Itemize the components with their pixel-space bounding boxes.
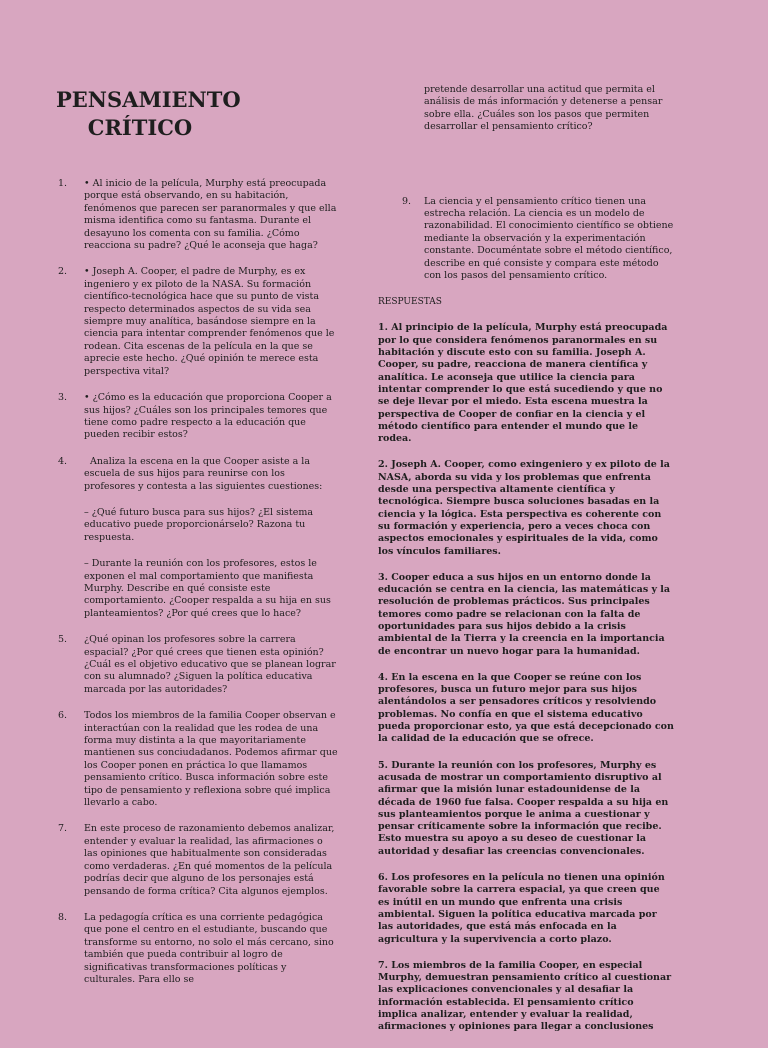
answers-heading: RESPUESTAS — [378, 297, 442, 308]
question-2 — [58, 266, 338, 378]
answer-3: 3. Cooper educa a sus hijos en un entorno donde la educación se centra en la ciencia, las matemáticas y la resolución de problemas prácticos. Sus principales temores como padre se relacionan con la falta de oportunidades para sus hijos debido a la crisis ambiental de la Tierra y la creencia en la importancia de encontrar un nuevo hogar para la humanidad. — [378, 571, 671, 657]
question-number: 3. — [58, 392, 68, 404]
answer-5: 5. Durante la reunión con los profesores, Murphy es acusada de mostrar un comportamiento disruptivo al afirmar que la misión lunar estadounidense de la década de 1960 fue falsa. Cooper respalda a su hija en sus planteamientos porque le anima a cuestionar y pensar críticamente sobre la información que recibe. Esto muestra su apoyo a su deseo de cuestionar la autoridad y desafiar las creencias convencionales. — [378, 759, 669, 857]
answer-4: 4. En la escena en la que Cooper se reúne con los profesores, busca un futuro mejor para sus hijos alentándolos a ser pensadores críticos y resolviendo problemas. No confía en que el sistema educativo pueda proporcionar esto, ya que está decepcionado con la calidad de la educación que se ofrece. — [378, 671, 674, 745]
question-5 — [58, 634, 338, 696]
answer-2: 2. Joseph A. Cooper, como exingeniero y ex piloto de la NASA, aborda su vida y los problemas que enfrenta desde una perspectiva altamente científica y tecnológica. Siempre busca soluciones basadas en la ciencia y la lógica. Esta perspectiva es coherente con su formación y experiencia, pero a veces choca con aspectos emocionales y espirituales de la vida, como los vínculos familiares. — [378, 459, 670, 557]
answer-6: 6. Los profesores en la película no tienen una opinión favorable sobre la carrera espacial, ya que creen que es inútil en un mundo que enfrenta una crisis ambiental. Siguen la política educativa marcada por las autoridades, que está más enfocada en la agricultura y la supervivencia a corto plazo. — [378, 872, 665, 945]
question-6 — [58, 710, 338, 809]
answer-1: 1. Al principio de la película, Murphy está preocupada por lo que considera fenómenos paranormales en su habitación y discute esto con su familia. Joseph A. Cooper, su padre, reacciona de manera científica y analítica. Le aconseja que utilice la ciencia para intentar comprender lo que está sucediendo y que no se deje llevar por el miedo. Esta escena muestra la perspectiva de Cooper de confiar en la ciencia y el método científico para entender el mundo que le rodea. — [378, 322, 668, 445]
question-8 — [58, 912, 338, 986]
question-text: • Al inicio de la película, Murphy está preocupada porque está observando, en su habitación, fenómenos que parecen ser paranormales y que ella misma identifica como su fantasma. Durante el desayuno los comenta con su familia. ¿Cómo reacciona su padre? ¿Qué le aconseja que haga? — [84, 178, 337, 252]
question-text: • Joseph A. Cooper, el padre de Murphy, es ex ingeniero y ex piloto de la NASA. Su formación científico-tecnológica hace que su punto de vista respecto determinados aspectos de su vida sea siempre muy analítica, basándose siempre en la ciencia para intentar comprender fenómenos que le rodean. Cita escenas de la película en la que se aprecie este hecho. ¿Qué opinión te merece esta perspectiva vital? — [84, 266, 335, 377]
question-text: La ciencia y el pensamiento crítico tienen una estrecha relación. La ciencia es un modelo de razonabilidad. El conocimiento científico se obtiene mediante la observación y la experimentación constante. Documéntate sobre el método científico, describe en qué consiste y compara este método con los pasos del pensamiento crítico. — [424, 195, 674, 282]
question-1 — [58, 178, 338, 252]
question-number: 7. — [58, 823, 68, 835]
question-number: 8. — [58, 911, 68, 923]
question-3 — [58, 392, 338, 442]
question-text: ¿Qué opinan los profesores sobre la carrera espacial? ¿Por qué crees que tienen esta opinión? ¿Cuál es el objetivo educativo que se planean lograr con su alumnado? ¿Siguen la política educativa marcada por las autoridades? — [84, 634, 336, 695]
question-7 — [58, 823, 338, 897]
question-8-continued: pretende desarrollar una actitud que permita el análisis de más información y detenerse a pensar sobre ella. ¿Cuáles son los pasos que permiten desarrollar el pensamiento crítico? — [424, 84, 663, 133]
question-text: Analiza la escena en la que Cooper asiste a la escuela de sus hijos para reunirse con los profesores y contesta a las siguientes cuestiones: — [84, 455, 323, 492]
title-line-1: PENSAMIENTO — [56, 87, 241, 112]
question-text: Todos los miembros de la familia Cooper observan e interactúan con la realidad que les rodea de una forma muy distinta a la que mayoritariamente mantienen sus conciudadanos. Podemos afirmar que los Cooper ponen en práctica lo que llamamos pensamiento crítico. Busca información sobre este tipo de pensamiento y reflexiona sobre qué implica llevarlo a cabo. — [84, 710, 338, 809]
question-number: 1. — [58, 178, 68, 189]
question-number: 6. — [58, 710, 68, 722]
question-4 — [58, 456, 338, 493]
question-number: 2. — [58, 266, 68, 278]
question-4-sub-2: – Durante la reunión con los profesores, estos le exponen el mal comportamiento que manifiesta Murphy. Describe en qué consiste este comportamiento. ¿Cooper respalda a su hija en sus planteamientos? ¿Por qué crees que lo hace? — [84, 558, 331, 619]
question-number: 9. — [402, 195, 412, 207]
question-number: 4. — [58, 455, 68, 467]
right-column — [378, 84, 674, 1048]
question-text: • ¿Cómo es la educación que proporciona Cooper a sus hijos? ¿Cuáles son los principales temores que tiene como padre respecto a la educación que pueden recibir estos? — [84, 392, 332, 441]
page-title — [56, 86, 241, 142]
question-4-sub-1: – ¿Qué futuro busca para sus hijos? ¿El sistema educativo puede proporcionárselo? Razona tu respuesta. — [84, 506, 313, 543]
question-number: 5. — [58, 634, 68, 646]
question-text: En este proceso de razonamiento debemos analizar, entender y evaluar la realidad, las afirmaciones o las opiniones que habitualmente son consideradas como verdaderas. ¿En qué momentos de la película podrías decir que alguno de los personajes está pensando de forma crítica? Cita algunos ejemplos. — [84, 823, 335, 897]
answer-7: 7. Los miembros de la familia Cooper, en especial Murphy, demuestran pensamiento crítico al cuestionar las explicaciones convencionales y al desafiar la información establecida. El pensamiento crítico implica analizar, entender y evaluar la realidad, afirmaciones y opiniones para llegar a conclusiones — [378, 959, 672, 1033]
question-text: La pedagogía crítica es una corriente pedagógica que pone el centro en el estudiante, buscando que transforme su entorno, no solo el más cercano, sino también que pueda contribuir al logro de significativas transformaciones políticas y culturales. Para ello se — [84, 911, 334, 985]
title-line-2: CRÍTICO — [87, 115, 193, 140]
question-9 — [378, 196, 674, 283]
left-column — [58, 86, 338, 1000]
